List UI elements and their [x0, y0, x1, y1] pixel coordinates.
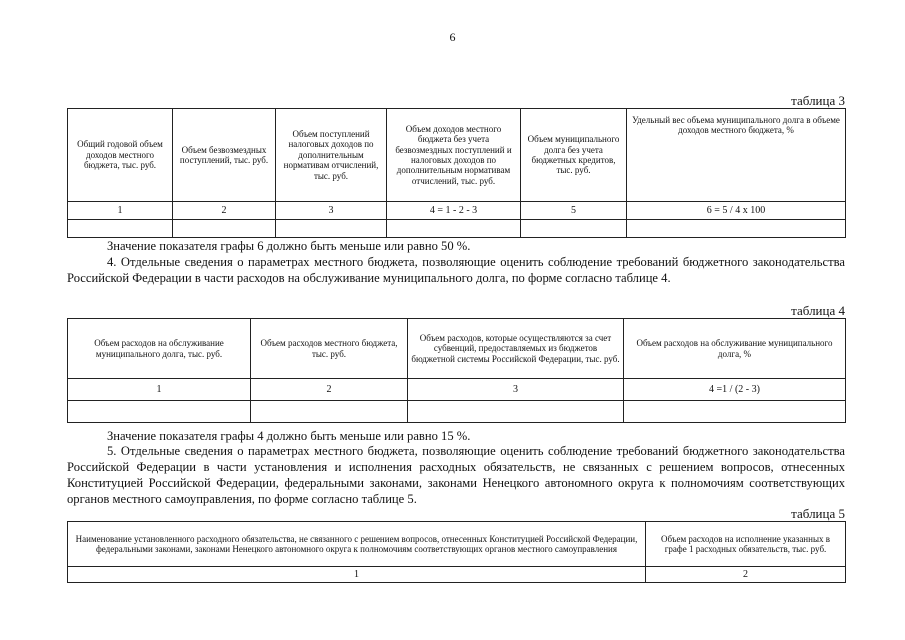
- table3-col-number-2: 2: [173, 202, 276, 220]
- paragraph-5: 5. Отдельные сведения о параметрах местного бюджета, позволяющие оценить соблюдение требований бюджетного законодательства Российской Федерации в части установления и исполнения расходных обязательств, не связанных с решением вопросов, отнесенных Конституцией Российской Федерации, федеральными законами, законами Ненецкого автономного округа к полномочиям соответствующих органов местного самоуправления, по форме согласно таблице 5.: [67, 444, 845, 506]
- table3-empty-cell: [627, 220, 846, 238]
- table4-header-2: Объем расходов местного бюджета, тыс. руб.: [251, 319, 408, 379]
- table5-col-number-1: 1: [68, 567, 646, 583]
- table3-empty-cell: [387, 220, 521, 238]
- table3-col-number-5: 5: [521, 202, 627, 220]
- table4-caption: таблица 4: [791, 303, 845, 318]
- table3-header-6: Удельный вес объема муниципального долга в объеме доходов местного бюджета, %: [627, 109, 846, 202]
- table4-col-number-4: 4 =1 / (2 - 3): [624, 379, 846, 401]
- table3-empty-cell: [521, 220, 627, 238]
- table3-empty-cell: [173, 220, 276, 238]
- table4-empty-cell: [408, 401, 624, 423]
- table3-header-5: Объем муниципального долга без учета бюджетных кредитов, тыс. руб.: [521, 109, 627, 202]
- paragraph-4: 4. Отдельные сведения о параметрах местного бюджета, позволяющие оценить соблюдение требований бюджетного законодательства Российской Федерации в части расходов на обслуживание муниципального долга, по форме согласно таблице 4.: [67, 255, 845, 285]
- table4: [67, 318, 846, 423]
- page-number: 6: [449, 30, 456, 44]
- table4-empty-cell: [251, 401, 408, 423]
- table4-note: Значение показателя графы 4 должно быть меньше или равно 15 %.: [107, 429, 471, 443]
- table3-col-number-3: 3: [276, 202, 387, 220]
- table3-header-2: Объем безвозмездных поступлений, тыс. руб.: [173, 109, 276, 202]
- table3-empty-cell: [276, 220, 387, 238]
- table4-col-number-1: 1: [68, 379, 251, 401]
- table4-empty-row: [68, 401, 846, 423]
- table3-empty-cell: [68, 220, 173, 238]
- table3-header-4: Объем доходов местного бюджета без учета безвозмездных поступлений и налоговых доходов по дополнительным нормативам отчислений, тыс. руб.: [387, 109, 521, 202]
- table3-header-3: Объем поступлений налоговых доходов по дополнительным нормативам отчислений, тыс. руб.: [276, 109, 387, 202]
- table5: [67, 521, 846, 583]
- table3-caption: таблица 3: [791, 93, 845, 108]
- table4-col-number-3: 3: [408, 379, 624, 401]
- table3-col-number-1: 1: [68, 202, 173, 220]
- table5-col-number-2: 2: [646, 567, 846, 583]
- table4-empty-cell: [624, 401, 846, 423]
- table4-header-4: Объем расходов на обслуживание муниципального долга, %: [624, 319, 846, 379]
- table4-empty-cell: [68, 401, 251, 423]
- table4-header-1: Объем расходов на обслуживание муниципального долга, тыс. руб.: [68, 319, 251, 379]
- table5-header-1: Наименование установленного расходного обязательства, не связанного с решением вопросов, отнесенных Конституцией Российской Федерации, федеральными законами, законами Ненецкого автономного округа к полномочиям соответствующих органов местного самоуправления: [68, 522, 646, 567]
- table4-header-3: Объем расходов, которые осуществляются за счет субвенций, предоставляемых из бюджетов бюджетной системы Российской Федерации, тыс. руб.: [408, 319, 624, 379]
- table3-col-number-4: 4 = 1 - 2 - 3: [387, 202, 521, 220]
- table3-header-1: Общий годовой объем доходов местного бюджета, тыс. руб.: [68, 109, 173, 202]
- table4-col-number-2: 2: [251, 379, 408, 401]
- table5-header-2: Объем расходов на исполнение указанных в графе 1 расходных обязательств, тыс. руб.: [646, 522, 846, 567]
- table3-note: Значение показателя графы 6 должно быть меньше или равно 50 %.: [107, 239, 471, 253]
- table3: [67, 108, 846, 238]
- table5-caption: таблица 5: [791, 506, 845, 521]
- table3-empty-row: [68, 220, 846, 238]
- table3-col-number-6: 6 = 5 / 4 x 100: [627, 202, 846, 220]
